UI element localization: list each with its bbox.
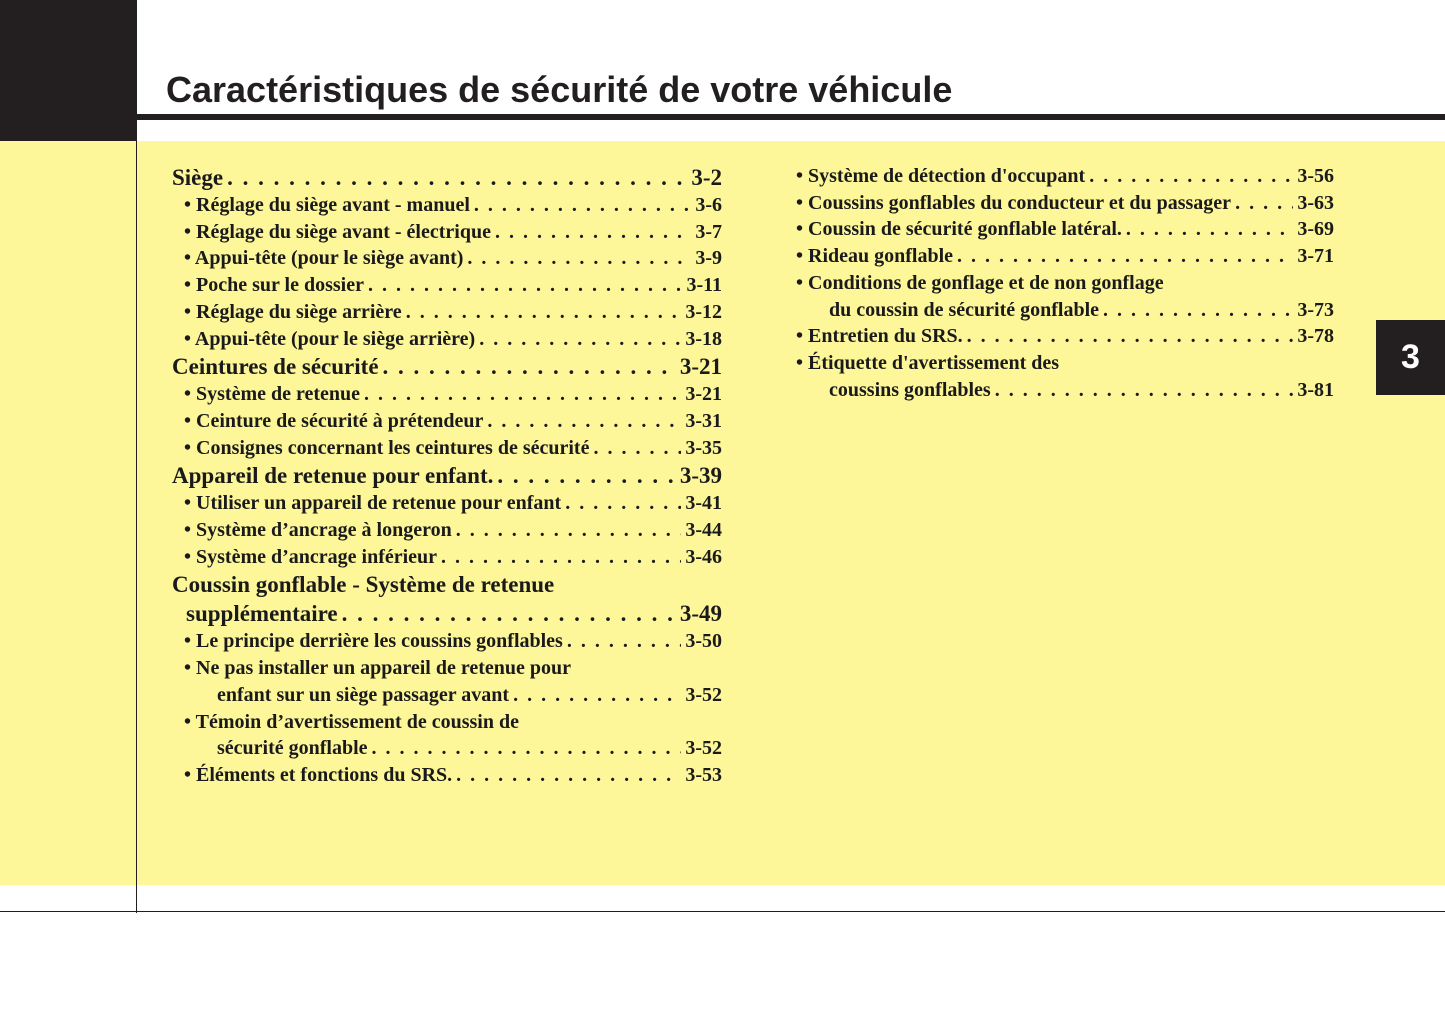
toc-entry-page: 3-46	[685, 545, 722, 568]
toc-entry-page: 3-2	[691, 165, 722, 190]
toc-entry-label: • Témoin d’avertissement de coussin de	[184, 710, 519, 733]
dot-leader	[372, 735, 682, 762]
toc-entry[interactable]	[796, 350, 1334, 377]
toc-entry[interactable]	[172, 735, 722, 762]
toc-entry-page: 3-12	[685, 300, 722, 323]
toc-entry[interactable]	[172, 219, 722, 246]
toc-entry[interactable]	[796, 297, 1334, 324]
toc-entry-page: 3-21	[685, 383, 722, 406]
toc-entry-page: 3-6	[695, 194, 722, 216]
dot-leader	[497, 461, 675, 490]
dot-leader	[565, 490, 681, 517]
toc-entry-page: 3-49	[679, 601, 722, 627]
toc-entry-label: • Utiliser un appareil de retenue pour enfant	[184, 492, 562, 515]
toc-entry-label: • Le principe derrière les coussins gonflables	[184, 630, 563, 653]
toc-entry-page: 3-52	[685, 737, 722, 760]
toc-entry-page: 3-41	[685, 492, 722, 515]
toc-entry-page: 3-73	[1297, 298, 1334, 321]
toc-entry-page: 3-18	[685, 327, 722, 350]
corner-block	[0, 0, 137, 141]
toc-entry[interactable]	[172, 682, 722, 709]
toc-entry[interactable]	[172, 762, 722, 789]
toc-entry[interactable]	[172, 381, 722, 408]
dot-leader	[474, 192, 691, 219]
toc-entry[interactable]	[172, 544, 722, 571]
toc-entry-page: 3-21	[679, 354, 722, 380]
toc-entry[interactable]	[172, 709, 722, 736]
toc-entry[interactable]	[796, 163, 1334, 190]
toc-entry-label: • Conditions de gonflage et de non gonflage	[796, 271, 1164, 294]
toc-entry-label: • Système d’ancrage à longeron	[184, 519, 452, 542]
toc-entry-label: Ceintures de sécurité	[172, 354, 379, 380]
toc-column-left	[172, 163, 722, 789]
toc-entry-page: 3-7	[695, 220, 722, 243]
page-title: Caractéristiques de sécurité de votre véhicule	[166, 69, 953, 110]
toc-entry[interactable]	[172, 517, 722, 544]
toc-entry-page: 3-31	[685, 409, 722, 432]
toc-entry-label: • Entretien du SRS.	[796, 325, 963, 348]
toc-entry[interactable]	[172, 326, 722, 353]
toc-entry-label: supplémentaire	[186, 601, 338, 627]
toc-entry[interactable]	[796, 243, 1334, 270]
dot-leader	[1103, 297, 1293, 324]
toc-entry-page: 3-71	[1297, 245, 1334, 268]
toc-entry-page: 3-81	[1297, 378, 1334, 401]
dot-leader	[1235, 190, 1293, 217]
toc-entry[interactable]	[172, 352, 722, 381]
toc-entry-label: • Rideau gonflable	[796, 245, 954, 268]
toc-entry[interactable]	[172, 299, 722, 326]
toc-entry-label: • Réglage du siège arrière	[184, 300, 402, 323]
dot-leader	[567, 628, 681, 655]
toc-entry-page: 3-53	[685, 763, 722, 786]
toc-entry[interactable]	[172, 599, 722, 628]
dot-leader	[467, 245, 691, 272]
dot-leader	[342, 599, 676, 628]
dot-leader	[513, 682, 681, 709]
toc-entry-page: 3-35	[685, 436, 722, 459]
toc-entry-page: 3-44	[685, 519, 722, 542]
toc-entry[interactable]	[796, 190, 1334, 217]
toc-entry-page: 3-50	[685, 630, 722, 653]
toc-entry-label: du coussin de sécurité gonflable	[829, 298, 1100, 321]
toc-entry-page: 3-69	[1297, 218, 1334, 241]
toc-entry[interactable]	[172, 245, 722, 272]
toc-entry-label: Coussin gonflable - Système de retenue	[172, 572, 555, 598]
dot-leader	[487, 408, 681, 435]
toc-entry-label: coussins gonflables	[829, 378, 991, 401]
toc-entry-label: • Appui-tête (pour le siège arrière)	[184, 327, 476, 350]
toc-entry-page: 3-9	[695, 247, 722, 270]
toc-entry-page: 3-11	[686, 274, 722, 297]
left-margin-rule	[136, 141, 137, 913]
toc-entry[interactable]	[796, 270, 1334, 297]
toc-entry-page: 3-56	[1297, 165, 1334, 187]
dot-leader	[1126, 216, 1293, 243]
toc-entry[interactable]	[172, 490, 722, 517]
toc-entry[interactable]	[172, 192, 722, 219]
toc-entry-page: 3-39	[679, 463, 722, 489]
dot-leader	[967, 323, 1294, 350]
toc-entry-page: 3-63	[1297, 191, 1334, 214]
toc-entry[interactable]	[172, 163, 722, 192]
dot-leader	[364, 381, 681, 408]
toc-entry-page: 3-78	[1297, 325, 1334, 348]
dot-leader	[479, 326, 681, 353]
toc-entry-label: Appareil de retenue pour enfant.	[172, 463, 494, 489]
toc-entry-label: • Réglage du siège avant - électrique	[184, 220, 491, 243]
dot-leader	[456, 517, 682, 544]
dot-leader	[995, 377, 1294, 404]
dot-leader	[383, 352, 676, 381]
toc-entry-page: 3-52	[685, 683, 722, 706]
toc-entry[interactable]	[172, 408, 722, 435]
toc-entry-label: • Coussin de sécurité gonflable latéral.	[796, 218, 1122, 241]
toc-entry-label: • Ne pas installer un appareil de retenue pour	[184, 657, 572, 680]
toc-entry-label: sécurité gonflable	[217, 737, 368, 760]
toc-entry-label: • Éléments et fonctions du SRS.	[184, 763, 453, 786]
title-underline	[137, 114, 1445, 120]
chapter-tab[interactable]: 3	[1376, 320, 1445, 395]
dot-leader	[406, 299, 682, 326]
toc-entry[interactable]	[796, 216, 1334, 243]
dot-leader	[495, 219, 691, 246]
toc-entry[interactable]	[796, 323, 1334, 350]
toc-entry-label: • Système de détection d'occupant	[796, 165, 1086, 187]
dot-leader	[227, 163, 687, 192]
toc-entry-label: • Ceinture de sécurité à prétendeur	[184, 409, 484, 432]
toc-entry[interactable]	[796, 377, 1334, 404]
toc-entry-label: • Appui-tête (pour le siège avant)	[184, 247, 464, 270]
dot-leader	[441, 544, 681, 571]
toc-entry[interactable]	[172, 461, 722, 490]
toc-entry[interactable]	[172, 272, 722, 299]
toc-entry-label: Siège	[172, 165, 224, 190]
dot-leader	[368, 272, 682, 299]
toc-entry-label: enfant sur un siège passager avant	[217, 683, 510, 706]
toc-entry[interactable]	[172, 435, 722, 462]
toc-column-right	[796, 163, 1334, 403]
toc-entry-label: • Poche sur le dossier	[184, 274, 364, 297]
dot-leader	[1089, 163, 1293, 190]
dot-leader	[456, 762, 681, 789]
toc-entry-label: • Réglage du siège avant - manuel	[184, 194, 470, 216]
toc-entry[interactable]	[172, 628, 722, 655]
toc-entry-label: • Système d’ancrage inférieur	[184, 545, 438, 568]
toc-entry[interactable]	[172, 570, 722, 599]
dot-leader	[957, 243, 1293, 270]
dot-leader	[593, 435, 681, 462]
toc-entry-label: • Étiquette d'avertissement des	[796, 351, 1060, 374]
toc-entry-label: • Système de retenue	[184, 383, 361, 406]
toc-entry[interactable]	[172, 655, 722, 682]
toc-entry-label: • Coussins gonflables du conducteur et du passager	[796, 191, 1232, 214]
toc-entry-label: • Consignes concernant les ceintures de sécurité	[184, 436, 590, 459]
bottom-rule	[0, 911, 1445, 912]
